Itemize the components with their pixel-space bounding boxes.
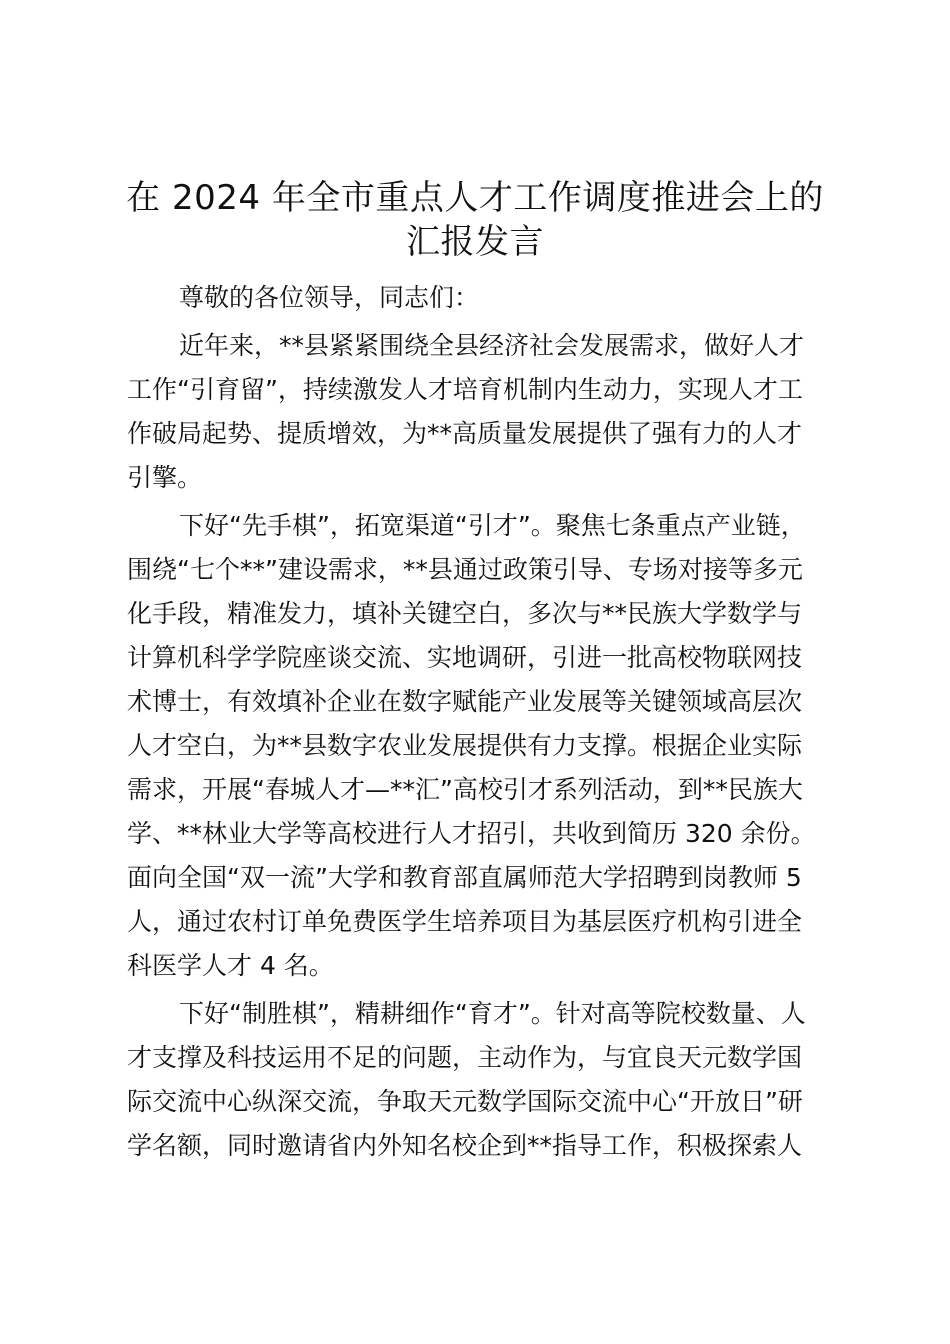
paragraph bbox=[127, 324, 827, 500]
paragraph-line: 下好“先手棋”，拓宽渠道“引才”。聚焦七条重点产业链， bbox=[179, 511, 806, 540]
paragraph-line: 化手段，精准发力，填补关键空白，多次与**民族大学数学与 bbox=[127, 599, 803, 628]
paragraph bbox=[127, 504, 827, 988]
paragraph bbox=[127, 992, 827, 1168]
paragraph-line: 引擎。 bbox=[127, 463, 203, 492]
paragraph-line: 术博士，有效填补企业在数字赋能产业发展等关键领域高层次 bbox=[127, 687, 803, 716]
paragraph-line: 近年来，**县紧紧围绕全县经济社会发展需求，做好人才 bbox=[179, 331, 805, 360]
paragraph-line: 计算机科学学院座谈交流、实地调研，引进一批高校物联网技 bbox=[127, 643, 803, 672]
document-title bbox=[100, 172, 850, 260]
title-line: 汇报发言 bbox=[406, 222, 544, 262]
paragraph-line: 才支撑及科技运用不足的问题，主动作为，与宜良天元数学国 bbox=[127, 1043, 803, 1072]
paragraph-line: 学、**林业大学等高校进行人才招引，共收到简历 320 余份。 bbox=[127, 819, 816, 848]
paragraph-line: 围绕“七个**”建设需求，**县通过政策引导、专场对接等多元 bbox=[127, 555, 803, 584]
paragraph-line: 工作“引育留”，持续激发人才培育机制内生动力，实现人才工 bbox=[127, 375, 803, 404]
paragraph-line: 作破局起势、提质增效，为**高质量发展提供了强有力的人才 bbox=[127, 419, 803, 448]
greeting: 尊敬的各位领导，同志们： bbox=[179, 283, 480, 312]
paragraph-line: 下好“制胜棋”，精耕细作“育才”。针对高等院校数量、人 bbox=[179, 999, 806, 1028]
document-body bbox=[127, 276, 827, 1168]
paragraph-line: 人才空白，为**县数字农业发展提供有力支撑。根据企业实际 bbox=[127, 731, 803, 760]
paragraph-line: 科医学人才 4 名。 bbox=[127, 951, 334, 980]
title-line: 在 2024 年全市重点人才工作调度推进会上的 bbox=[126, 178, 824, 218]
paragraph-line: 面向全国“双一流”大学和教育部直属师范大学招聘到岗教师 5 bbox=[127, 863, 802, 892]
paragraph-line: 际交流中心纵深交流，争取天元数学国际交流中心“开放日”研 bbox=[127, 1087, 803, 1116]
paragraph-line: 学名额，同时邀请省内外知名校企到**指导工作，积极探索人 bbox=[127, 1131, 803, 1160]
paragraph-line: 需求，开展“春城人才—**汇”高校引才系列活动，到**民族大 bbox=[127, 775, 803, 804]
paragraph-line: 人，通过农村订单免费医学生培养项目为基层医疗机构引进全 bbox=[127, 907, 803, 936]
